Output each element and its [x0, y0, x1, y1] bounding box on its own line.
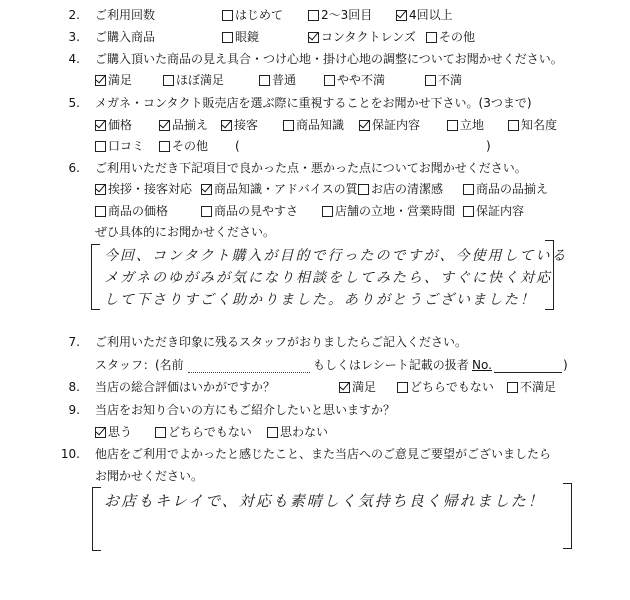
q5-option-fame[interactable]: 知名度	[508, 117, 557, 133]
q7-close-paren: )	[563, 358, 568, 372]
q7-staff-label: スタッフ：(名前	[95, 358, 184, 372]
checkbox-checked[interactable]	[159, 120, 170, 131]
q5-other-paren-close: )	[486, 139, 491, 153]
q10-comment-line-1: お店もキレイで、対応も素晴しく気持ち良く帰れました！	[104, 492, 545, 510]
q3-option-3[interactable]: その他	[426, 29, 475, 45]
checkbox-checked[interactable]	[339, 382, 350, 393]
q9-option-1[interactable]: 思う	[95, 424, 132, 440]
q5-option-knowledge[interactable]: 商品知識	[283, 117, 344, 133]
checkbox[interactable]	[259, 75, 270, 86]
checkbox[interactable]	[463, 184, 474, 195]
checkbox[interactable]	[283, 120, 294, 131]
q7-receipt-number-field[interactable]	[494, 372, 562, 373]
q8-option-3[interactable]: 不満足	[507, 379, 556, 395]
checkbox-checked[interactable]	[396, 10, 407, 21]
q2-label: ご利用回数	[95, 8, 156, 22]
q10-label-line-2: お聞かせください。	[95, 469, 204, 483]
q5-option-other[interactable]: その他	[159, 138, 208, 154]
q2-option-2[interactable]: 2～3回目	[308, 7, 372, 23]
q8-option-1[interactable]: 満足	[339, 379, 376, 395]
q7-or-label: もしくはレシート記載の扱者	[313, 358, 469, 372]
q4-label: ご購入頂いた商品の見え具合・つけ心地・掛け心地の調整についてお聞かせください。	[95, 52, 563, 66]
q5-option-warranty[interactable]: 保証内容	[359, 117, 420, 133]
q5-other-paren-open: (	[235, 139, 240, 153]
q3-label: ご購入商品	[95, 30, 156, 44]
q4-option-5[interactable]: 不満	[425, 72, 462, 88]
q3-option-1[interactable]: 眼鏡	[222, 29, 259, 45]
checkbox[interactable]	[507, 382, 518, 393]
q2-option-3[interactable]: 4回以上	[396, 7, 453, 23]
checkbox[interactable]	[463, 206, 474, 217]
checkbox[interactable]	[159, 141, 170, 152]
q5-option-service[interactable]: 接客	[221, 117, 258, 133]
checkbox[interactable]	[324, 75, 335, 86]
checkbox[interactable]	[358, 184, 369, 195]
checkbox[interactable]	[163, 75, 174, 86]
q5-option-reviews[interactable]: 口コミ	[95, 138, 144, 154]
q6-label: ご利用いただき下記項目で良かった点・悪かった点についてお聞かせください。	[95, 161, 527, 175]
q9-option-3[interactable]: 思わない	[267, 424, 328, 440]
checkbox-checked[interactable]	[95, 120, 106, 131]
q4-number: 4.	[68, 52, 80, 66]
q10-number: 10.	[60, 447, 80, 461]
q8-option-2[interactable]: どちらでもない	[397, 379, 494, 395]
checkbox[interactable]	[155, 427, 166, 438]
checkbox[interactable]	[397, 382, 408, 393]
checkbox[interactable]	[425, 75, 436, 86]
q4-option-1[interactable]: 満足	[95, 72, 132, 88]
checkbox[interactable]	[201, 206, 212, 217]
checkbox[interactable]	[426, 32, 437, 43]
q7-no-label: No.	[472, 358, 492, 372]
checkbox-checked[interactable]	[95, 75, 106, 86]
checkbox-checked[interactable]	[359, 120, 370, 131]
q10-comment-bracket-right	[563, 483, 572, 549]
q9-label: 当店をお知り合いの方にもご紹介したいと思いますか？	[95, 403, 396, 417]
q9-number: 9.	[68, 403, 80, 417]
q4-option-3[interactable]: 普通	[259, 72, 296, 88]
q5-option-price[interactable]: 価格	[95, 117, 132, 133]
checkbox-checked[interactable]	[221, 120, 232, 131]
q6-option-location-hours[interactable]: 店舗の立地・営業時間	[322, 203, 455, 219]
q8-label: 当店の総合評価はいかがですか？	[95, 380, 276, 394]
q2-number: 2.	[68, 8, 80, 22]
q7-label: ご利用いただき印象に残るスタッフがおりましたらご記入ください。	[95, 335, 468, 349]
q6-option-visibility[interactable]: 商品の見やすさ	[201, 203, 298, 219]
q10-comment-bracket-left	[92, 487, 101, 551]
q6-comment-line-1: 今回、コンタクト購入が目的で行ったのですが、今使用している	[104, 248, 568, 264]
checkbox[interactable]	[95, 206, 106, 217]
checkbox-checked[interactable]	[308, 32, 319, 43]
q7-staff-name-field[interactable]	[188, 372, 310, 373]
checkbox[interactable]	[222, 10, 233, 21]
checkbox[interactable]	[222, 32, 233, 43]
q6-option-price[interactable]: 商品の価格	[95, 203, 168, 219]
q6-comment-line-3: して下さりすごく助かりました。ありがとうございました！	[104, 292, 536, 308]
checkbox[interactable]	[267, 427, 278, 438]
checkbox[interactable]	[508, 120, 519, 131]
checkbox[interactable]	[447, 120, 458, 131]
q7-number: 7.	[68, 335, 80, 349]
q10-label: 他店をご利用でよかったと感じたこと、また当店へのご意見ご要望がございましたら	[95, 447, 552, 461]
q6-option-selection[interactable]: 商品の品揃え	[463, 181, 548, 197]
q5-label: メガネ・コンタクト販売店を選ぶ際に重視することをお聞かせ下さい。(3つまで)	[95, 96, 532, 110]
q6-detail-prompt: ぜひ具体的にお聞かせください。	[95, 225, 276, 239]
checkbox-checked[interactable]	[95, 184, 106, 195]
checkbox[interactable]	[95, 141, 106, 152]
checkbox[interactable]	[308, 10, 319, 21]
q9-option-2[interactable]: どちらでもない	[155, 424, 252, 440]
q8-number: 8.	[68, 380, 80, 394]
q3-option-2[interactable]: コンタクトレンズ	[308, 29, 416, 45]
q3-number: 3.	[68, 30, 80, 44]
q5-option-location[interactable]: 立地	[447, 117, 484, 133]
checkbox-checked[interactable]	[201, 184, 212, 195]
q6-comment-line-2: メガネのゆがみが気になり相談をしてみたら、すぐに快く対応	[104, 270, 552, 286]
q4-option-4[interactable]: やや不満	[324, 72, 385, 88]
q6-option-warranty[interactable]: 保証内容	[463, 203, 524, 219]
q2-option-1[interactable]: はじめて	[222, 7, 283, 23]
checkbox-checked[interactable]	[95, 427, 106, 438]
q5-number: 5.	[68, 96, 80, 110]
checkbox[interactable]	[322, 206, 333, 217]
q6-number: 6.	[68, 161, 80, 175]
q5-option-selection[interactable]: 品揃え	[159, 117, 208, 133]
q4-option-2[interactable]: ほぼ満足	[163, 72, 224, 88]
q6-option-cleanliness[interactable]: お店の清潔感	[358, 181, 443, 197]
q6-option-knowledge[interactable]: 商品知識・アドバイスの質	[201, 181, 358, 197]
q6-option-greeting[interactable]: 挨拶・接客対応	[95, 181, 192, 197]
q6-comment-bracket-left	[91, 244, 100, 310]
